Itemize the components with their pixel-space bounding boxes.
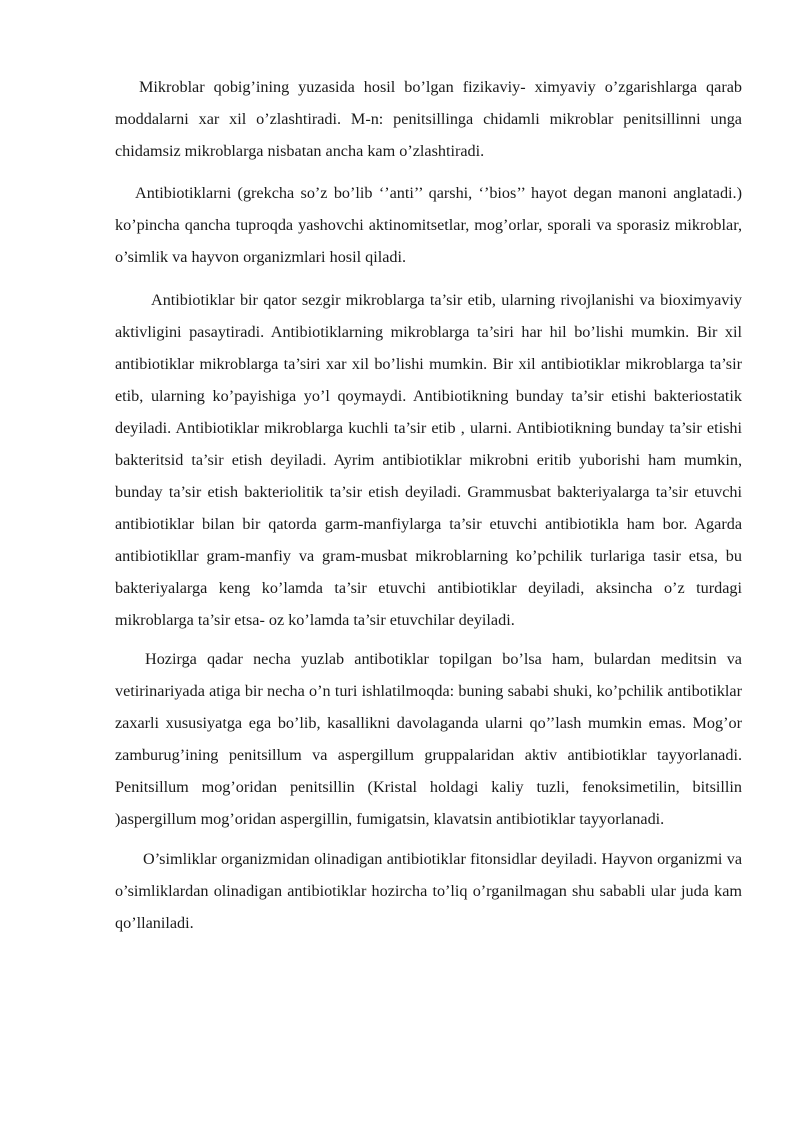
paragraph-4: Hozirga qadar necha yuzlab antibotiklar topilgan bo’lsa ham, bulardan meditsin va vetirinariyada atiga bir necha o’n turi ishlatilmoqda: buning sababi shuki, ko’pchilik antibotiklar zaxarli xususiyatga ega bo’lib, kasallikni davolaganda ularni qo’’lash mumkin emas. Mog’or zamburug’ining penitsillum va aspergillum gruppalaridan aktiv antibiotiklar tayyorlanadi. Penitsillum mog’oridan penitsillin (Kristal holdagi kaliy tuzli, fenoksimetilin, bitsillin )aspergillum mog’oridan aspergillin, fumigatsin, klavatsin antibiotiklar tayyorlanadi.	[115, 650, 742, 828]
document-body	[115, 72, 742, 940]
paragraph-3: Antibiotiklar bir qator sezgir mikroblarga ta’sir etib, ularning rivojlanishi va bioximyaviy aktivligini pasaytiradi. Antibiotiklarning mikroblarga ta’siri har hil bo’lishi mumkin. Bir xil antibiotiklar mikroblarga ta’siri xar xil bo’lishi mumkin. Bir xil antibiotiklar mikroblarga ta’sir etib, ularning ko’payishiga yo’l qoymaydi. Antibiotikning bunday ta’sir etishi bakteriostatik deyiladi. Antibiotiklar mikroblarga kuchli ta’sir etib , ularni. Antibiotikning bunday ta’sir etishi bakteritsid ta’sir etish deyiladi. Ayrim antibiotiklar mikrobni eritib yuborishi ham mumkin, bunday ta’sir etish bakteriolitik ta’sir etish deyiladi. Grammusbat bakteriyalarga ta’sir etuvchi antibiotiklar bilan bir qatorda garm-manfiylarga ta’sir etuvchi antibiotikla ham bor. Agarda antibiotikllar gram-manfiy va gram-musbat mikroblarning ko’pchilik turlariga tasir etsa, bu bakteriyalarga keng ko’lamda ta’sir etuvchi antibiotiklar deyiladi, aksincha o’z turdagi mikroblarga ta’sir etsa- oz ko’lamda ta’sir etuvchilar deyiladi.	[115, 291, 742, 629]
paragraph-5: O’simliklar organizmidan olinadigan antibiotiklar fitonsidlar deyiladi. Hayvon organizmi va o’simliklardan olinadigan antibiotiklar hozircha to’liq o’rganilmagan shu sababli ular juda kam qo’llaniladi.	[115, 849, 742, 932]
paragraph-2: Antibiotiklarni (grekcha so’z bo’lib ‘’anti’’ qarshi, ‘’bios’’ hayot degan manoni anglatadi.) ko’pincha qancha tuproqda yashovchi aktinomitsetlar, mog’orlar, sporali va sporasiz mikroblar, o’simlik va hayvon organizmlari hosil qiladi.	[115, 183, 742, 266]
paragraph-1: Mikroblar qobig’ining yuzasida hosil bo’lgan fizikaviy- ximyaviy o’zgarishlarga qarab moddalarni xar xil o’zlashtiradi. M-n: penitsillinga chidamli mikroblar penitsillinni unga chidamsiz mikroblarga nisbatan ancha kam o’zlashtiradi.	[115, 78, 742, 160]
